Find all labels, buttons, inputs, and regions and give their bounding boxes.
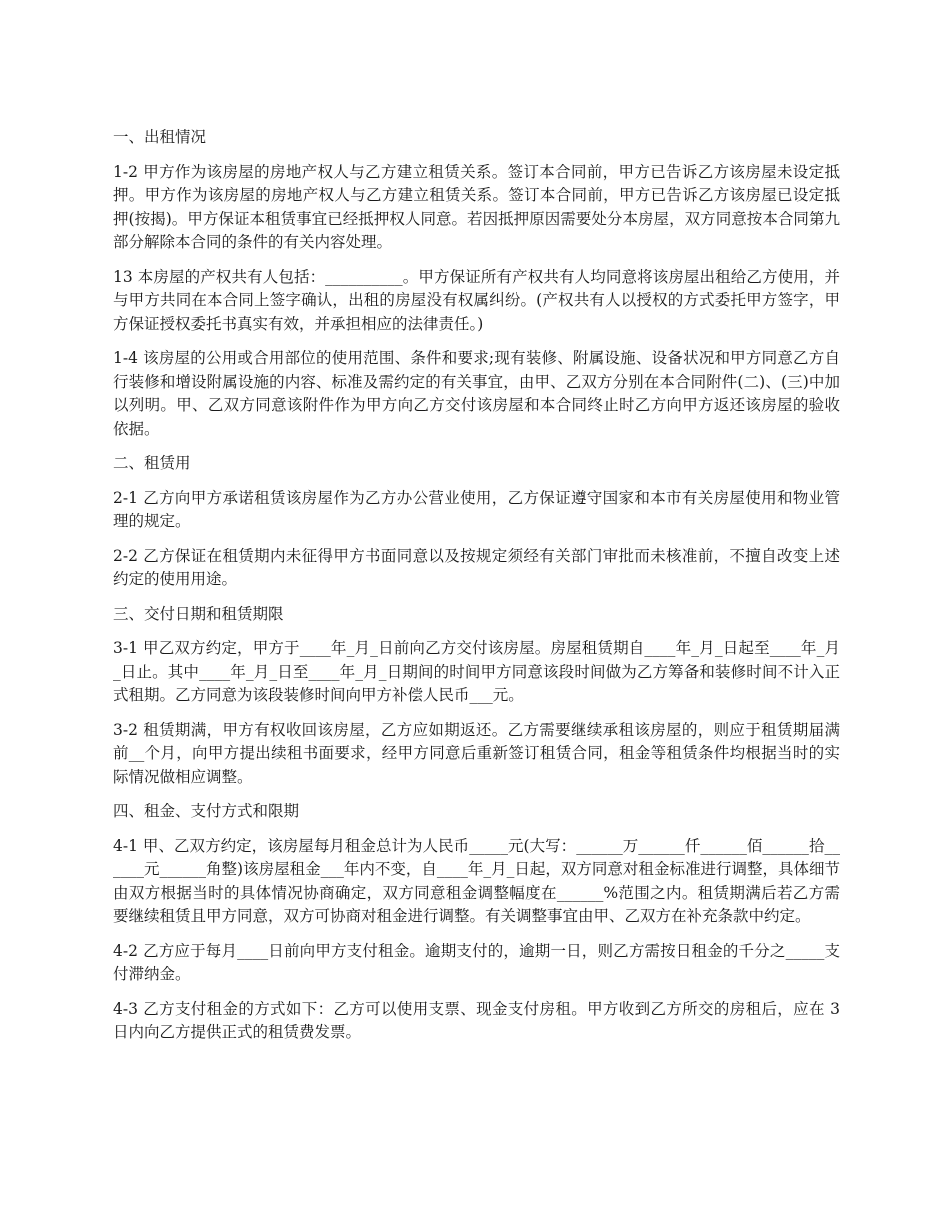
clause-3-1: 3-1 甲乙双方约定，甲方于____年_月_日前向乙方交付该房屋。房屋租赁期自____年_月_日起至____年_月_日止。其中____年_月_日至____年_月_日期间的时间甲方同意该段时间做为乙方筹备和装修时间不计入正式租期。乙方同意为该段装修时间向甲方补偿人民币___元。 (113, 639, 840, 704)
document-page (113, 126, 840, 1056)
section-heading-4: 四、租金、支付方式和限期 (113, 802, 300, 820)
clause-3-2: 3-2 租赁期满，甲方有权收回该房屋，乙方应如期返还。乙方需要继续承租该房屋的，则应于租赁期届满前__个月，向甲方提出续租书面要求，经甲方同意后重新签订租赁合同，租金等租赁条件均根据当时的实际情况做相应调整。 (113, 720, 840, 786)
clause-2-2: 2-2 乙方保证在租赁期内未征得甲方书面同意以及按规定须经有关部门审批而未核准前，不擅自改变上述约定的使用用途。 (113, 546, 840, 588)
clause-4-1: 4-1 甲、乙双方约定，该房屋每月租金总计为人民币_____元(大写：______万______仟______佰______拾______元______角整)该房屋租金___年内不变，自____年_月_日起，双方同意对租金标准进行调整，具体细节由双方根据当时的具体情况协商确定，双方同意租金调整幅度在______%范围之内。租赁期满后若乙方需要继续租赁且甲方同意，双方可协商对租金进行调整。有关调整事宜由甲、乙双方在补充条款中约定。 (113, 836, 840, 925)
clause-2-1: 2-1 乙方向甲方承诺租赁该房屋作为乙方办公营业使用，乙方保证遵守国家和本市有关房屋使用和物业管理的规定。 (113, 488, 840, 530)
section-heading-2: 二、租赁用 (113, 454, 191, 472)
clause-1-4: 1-4 该房屋的公用或合用部位的使用范围、条件和要求;现有装修、附属设施、设备状况和甲方同意乙方自行装修和增设附属设施的内容、标准及需约定的有关事宜，由甲、乙双方分别在本合同附件(二)、(三)中加以列明。甲、乙双方同意该附件作为甲方向乙方交付该房屋和本合同终止时乙方向甲方返还该房屋的验收依据。 (113, 349, 840, 438)
clause-4-2: 4-2 乙方应于每月____日前向甲方支付租金。逾期支付的，逾期一日，则乙方需按日租金的千分之_____支付滞纳金。 (113, 941, 840, 983)
section-heading-1: 一、出租情况 (113, 128, 207, 146)
clause-1-2: 1-2 甲方作为该房屋的房地产权人与乙方建立租赁关系。签订本合同前，甲方已告诉乙方该房屋未设定抵押。甲方作为该房屋的房地产权人与乙方建立租赁关系。签订本合同前，甲方已告诉乙方该房屋已设定抵押(按揭)。甲方保证本租赁事宜已经抵押权人同意。若因抵押原因需要处分本房屋，双方同意按本合同第九部分解除本合同的条件的有关内容处理。 (113, 162, 840, 251)
clause-4-3: 4-3 乙方支付租金的方式如下：乙方可以使用支票、现金支付房租。甲方收到乙方所交的房租后，应在 3 日内向乙方提供正式的租赁费发票。 (113, 999, 840, 1041)
clause-1-3: 13 本房屋的产权共有人包括：__________。甲方保证所有产权共有人均同意将该房屋出租给乙方使用，并与甲方共同在本合同上签字确认，出租的房屋没有权属纠纷。(产权共有人以授权的方式委托甲方签字，甲方保证授权委托书真实有效，并承担相应的法律责任。) (113, 267, 840, 333)
section-heading-3: 三、交付日期和租赁期限 (113, 604, 284, 623)
